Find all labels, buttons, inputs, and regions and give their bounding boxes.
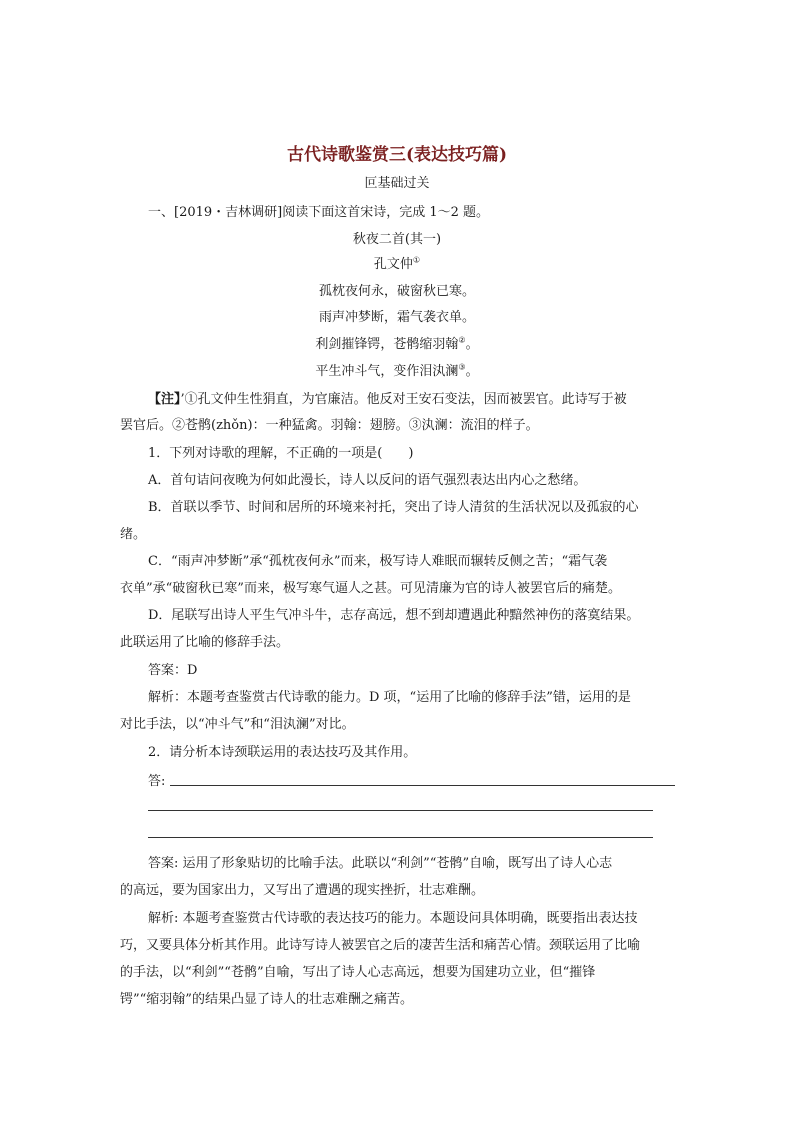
note-line-1: 【注】’①孔文仲生性狷直，为官廉洁。他反对王安石变法，因而被罢官。此诗写于被 <box>148 392 627 407</box>
q1-option-c-line1: C．“雨声冲梦断”承“孤枕夜何永”而来，极写诗人难眠而辗转反侧之苦；“霜气袭 <box>148 554 608 569</box>
poem-line-3: 利剑摧锋锷，苍鹘缩羽翰②。 <box>315 335 479 352</box>
answer-line-3[interactable] <box>148 837 653 838</box>
q2-analysis-line4: 锷”“缩羽翰”的结果凸显了诗人的壮志难酬之痛苦。 <box>120 992 413 1007</box>
answer-line-2[interactable] <box>148 810 653 811</box>
q2-analysis-line3: 的手法，以“利剑”“苍鹘”自喻，写出了诗人心志高远，想要为国建功立业，但“摧锋 <box>120 965 596 980</box>
q1-option-c-line2: 衣单”承“破窗秋已寒”而来，极写寒气逼人之甚。可见清廉为官的诗人被罢官后的痛楚。 <box>120 581 621 596</box>
q2-stem: 2．请分析本诗颈联运用的表达技巧及其作用。 <box>148 745 417 760</box>
poem-line-4: 平生冲斗气，变作泪汍澜③。 <box>315 362 479 379</box>
section-subtitle: 叵基础过关 <box>364 176 430 191</box>
poem-line-1: 孤枕夜何永，破窗秋已寒。 <box>318 284 475 299</box>
q1-analysis-line2: 对比手法，以“冲斗气”和“泪汍澜”对比。 <box>120 717 355 732</box>
footnote-mark: ① <box>412 255 421 265</box>
footnote-mark: ③ <box>458 362 466 372</box>
q2-answer-line2: 的高远，要为国家出力，又写出了遭遇的现实挫折，壮志难酬。 <box>120 883 485 898</box>
q1-option-a: A．首句诘问夜晚为何如此漫长，诗人以反问的语气强烈表达出内心之愁绪。 <box>148 473 587 488</box>
q1-option-b-line2: 绪。 <box>120 527 147 542</box>
poem-line-2: 雨声冲梦断，霜气袭衣单。 <box>318 310 475 325</box>
page-title: 古代诗歌鉴赏三(表达技巧篇) <box>286 145 508 165</box>
q1-answer: 答案：D <box>148 663 198 678</box>
poem-author: 孔文仲① <box>373 255 421 272</box>
q1-option-b-line1: B．首联以季节、时间和居所的环境来衬托，突出了诗人清贫的生活状况以及孤寂的心 <box>148 500 639 515</box>
note-label: 【注】 <box>148 392 181 407</box>
q1-option-d-line2: 此联运用了比喻的修辞手法。 <box>120 635 290 650</box>
answer-line-1[interactable] <box>170 785 675 786</box>
q2-analysis-line1: 解析: 本题考查鉴赏古代诗歌的表达技巧的能力。本题设问具体明确，既要指出表达技 <box>148 911 638 926</box>
q2-analysis-line2: 巧，又要具体分析其作用。此诗写诗人被罢官之后的凄苦生活和痛苦心情。颈联运用了比喻 <box>120 938 641 953</box>
q2-answer-line1: 答案: 运用了形象贴切的比喻手法。此联以“利剑”“苍鹘”自喻，既写出了诗人心志 <box>148 856 613 871</box>
q1-stem: 1．下列对诗歌的理解，不正确的一项是( ) <box>148 446 414 461</box>
q1-option-d-line1: D．尾联写出诗人平生气冲斗牛，志存高远，想不到却遭遇此种黯然神伤的落寞结果。 <box>148 608 640 623</box>
q2-answer-prefix: 答: <box>148 774 166 789</box>
section-heading: 一、[2019・吉林调研]阅读下面这首宋诗，完成 1～2 题。 <box>148 205 490 220</box>
poem-name: 秋夜二首(其一) <box>352 232 442 247</box>
footnote-mark: ② <box>458 335 466 345</box>
q1-analysis-line1: 解析：本题考查鉴赏古代诗歌的能力。D 项，“运用了比喻的修辞手法”错，运用的是 <box>148 690 631 705</box>
note-line-2: 罢官后。②苍鹘(zhǒn)：一种猛禽。羽翰：翅膀。③汍澜：流泪的样子。 <box>120 418 539 433</box>
